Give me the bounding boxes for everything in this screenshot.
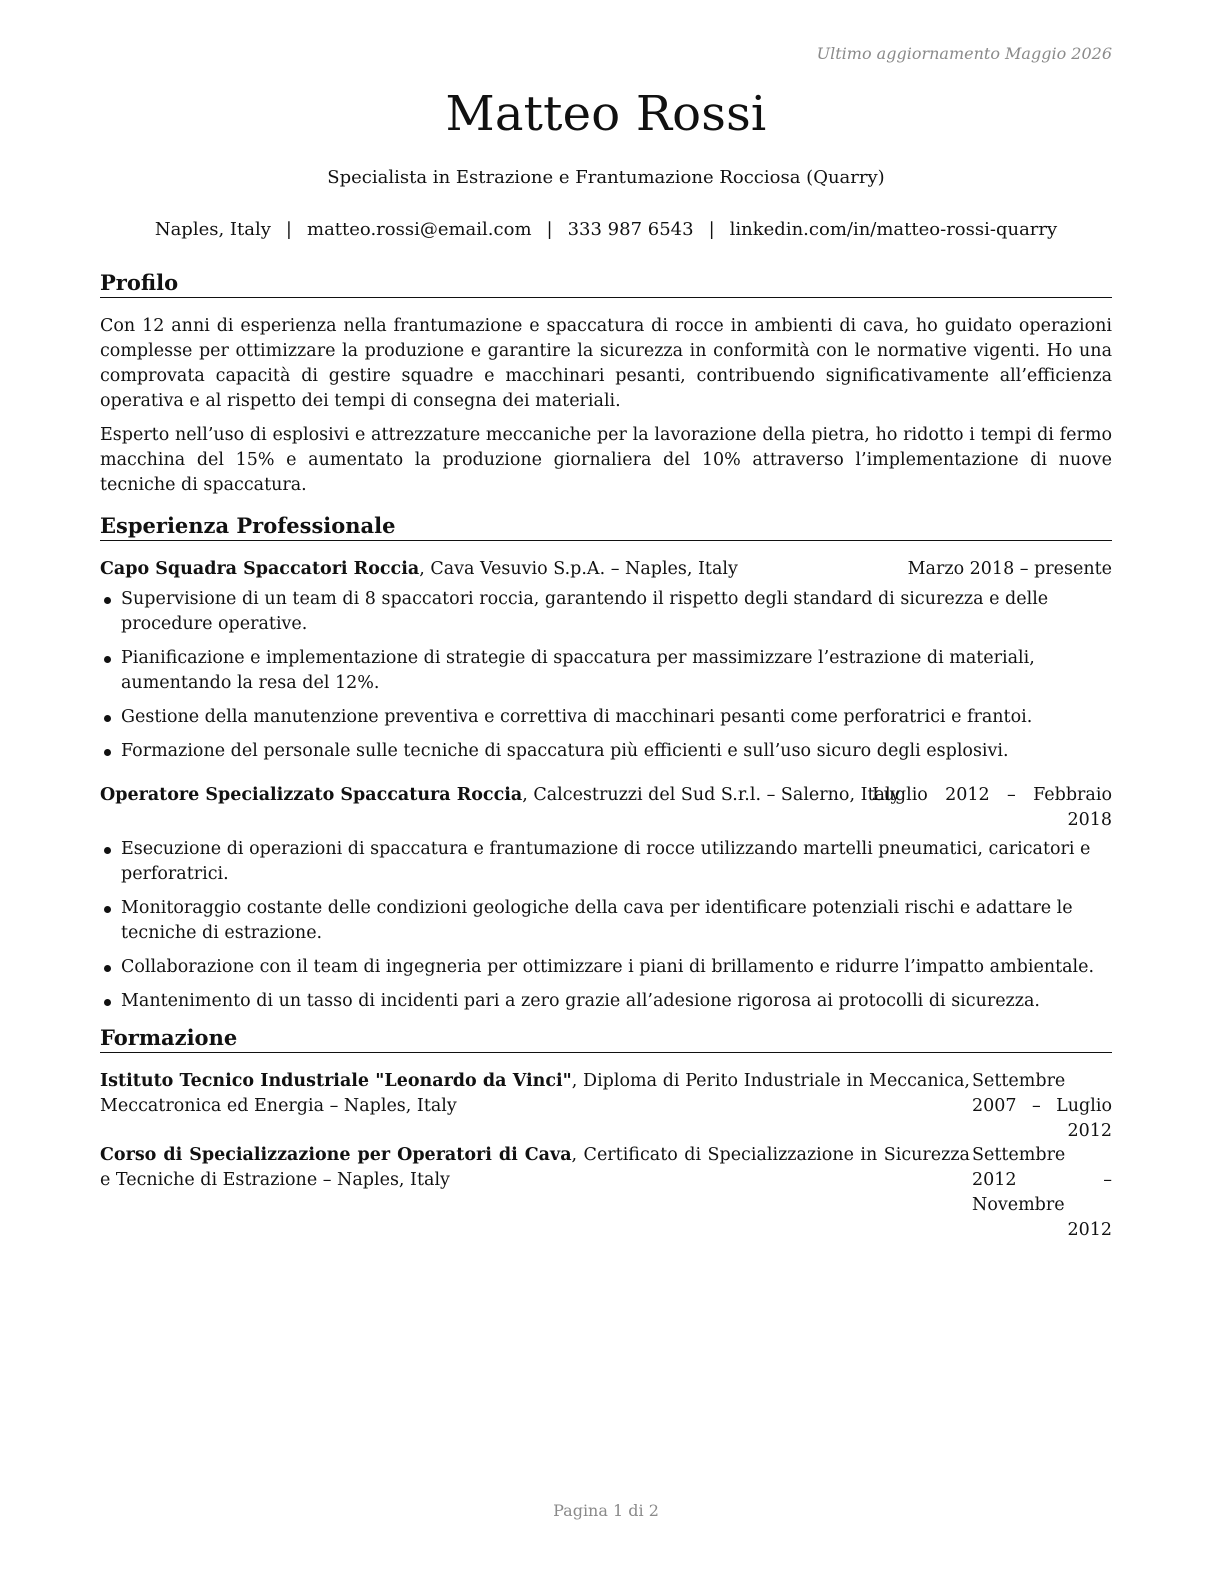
- education-title-line: [100, 1069, 970, 1119]
- job-bullet: Mantenimento di un tasso di incidenti pari a zero grazie all’adesione rigorosa ai protocolli di sicurezza.: [100, 989, 1112, 1014]
- education-school: Istituto Tecnico Industriale "Leonardo da Vinci": [100, 1071, 572, 1091]
- job-role: Capo Squadra Spaccatori Roccia: [100, 559, 420, 579]
- job-company: , Calcestruzzi del Sud S.r.l. – Salerno, Italy: [522, 785, 901, 805]
- job-title-line: [100, 783, 900, 808]
- job-company: , Cava Vesuvio S.p.A. – Naples, Italy: [419, 559, 738, 579]
- job-role: Operatore Specializzato Spaccatura Roccia: [100, 785, 523, 805]
- job-bullet: Supervisione di un team di 8 spaccatori roccia, garantendo il rispetto degli standard di sicurezza e delle procedure operative.: [100, 587, 1112, 637]
- section-title-experience: Esperienza Professionale: [100, 514, 1112, 541]
- job-bullet: Monitoraggio costante delle condizioni geologiche della cava per identificare potenziali rischi e adattare le tecniche di estrazione.: [100, 896, 1112, 946]
- job-bullet: Formazione del personale sulle tecniche di spaccatura più efficienti e sull’uso sicuro degli esplosivi.: [100, 739, 1112, 764]
- section-title-profile: Profilo: [100, 271, 1112, 298]
- job-title-line: [100, 557, 738, 582]
- education-entry: [100, 1069, 1112, 1141]
- job-heading: [100, 557, 1112, 582]
- education-title-line: [100, 1143, 970, 1193]
- profile-paragraph-2: Esperto nell’uso di esplosivi e attrezzature meccaniche per la lavorazione della pietra, ho ridotto i tempi di fermo macchina del 15% e aumentato la produzione giornaliera del 10% attraverso l’implementazione di nuove tecniche di spaccatura.: [100, 425, 1112, 495]
- contact-email[interactable]: matteo.rossi@email.com: [307, 219, 532, 240]
- contact-phone[interactable]: 333 987 6543: [567, 219, 694, 240]
- page-number: Pagina 1 di 2: [553, 1501, 659, 1520]
- profile-paragraph-1: Con 12 anni di esperienza nella frantumazione e spaccatura di rocce in ambienti di cava, ho guidato operazioni complesse per ottimizzare la produzione e garantire la sicurezza in conformità con le normative vigenti. Ho una comprovata capacità di gestire squadre e macchinari pesanti, contribuendo significativamente all’efficienza operativa e al rispetto dei tempi di consegna dei materiali.: [100, 316, 1112, 411]
- job-heading: [100, 783, 1112, 833]
- education-dates: Settembre 2007 – Luglio 2012: [972, 1071, 1112, 1141]
- candidate-headline: Specialista in Estrazione e Frantumazione Rocciosa (Quarry): [327, 167, 885, 188]
- education-entry: [100, 1143, 1112, 1240]
- candidate-name: Matteo Rossi: [445, 86, 767, 142]
- education-dates: Settembre 2012 – Novembre 2012: [972, 1145, 1112, 1240]
- contact-location: Naples, Italy: [154, 219, 271, 240]
- contact-separator: |: [708, 219, 715, 240]
- contact-separator: |: [546, 219, 553, 240]
- job-dates: Marzo 2018 – presente: [907, 559, 1112, 579]
- section-title-education: Formazione: [100, 1026, 1112, 1053]
- job-bullet: Esecuzione di operazioni di spaccatura e frantumazione di rocce utilizzando martelli pneumatici, caricatori e perforatrici.: [100, 837, 1112, 887]
- education-school: Corso di Specializzazione per Operatori di Cava: [100, 1145, 572, 1165]
- contact-linkedin[interactable]: linkedin.com/in/matteo-rossi-quarry: [729, 219, 1058, 240]
- last-updated-note: Ultimo aggiornamento Maggio 2026: [816, 44, 1112, 63]
- resume-page: [100, 0, 1112, 1584]
- job-bullet: Pianificazione e implementazione di strategie di spaccatura per massimizzare l’estrazione di materiali, aumentando la resa del 12%.: [100, 646, 1112, 696]
- job-bullet-list: [100, 837, 1112, 1023]
- job-bullet-list: [100, 587, 1112, 773]
- contact-separator: |: [285, 219, 292, 240]
- education-detail: , Diploma di Perito Industriale in Meccanica, Meccatronica ed Energia – Naples, Italy: [100, 1071, 970, 1116]
- contact-line: [100, 219, 1112, 240]
- job-bullet: Gestione della manutenzione preventiva e correttiva di macchinari pesanti come perforatrici e frantoi.: [100, 705, 1112, 730]
- job-bullet: Collaborazione con il team di ingegneria per ottimizzare i piani di brillamento e ridurre l’impatto ambientale.: [100, 955, 1112, 980]
- education-detail: , Certificato di Specializzazione in Sicurezza e Tecniche di Estrazione – Naples, Italy: [100, 1145, 970, 1190]
- job-dates: Luglio 2012 – Febbraio 2018: [872, 785, 1112, 830]
